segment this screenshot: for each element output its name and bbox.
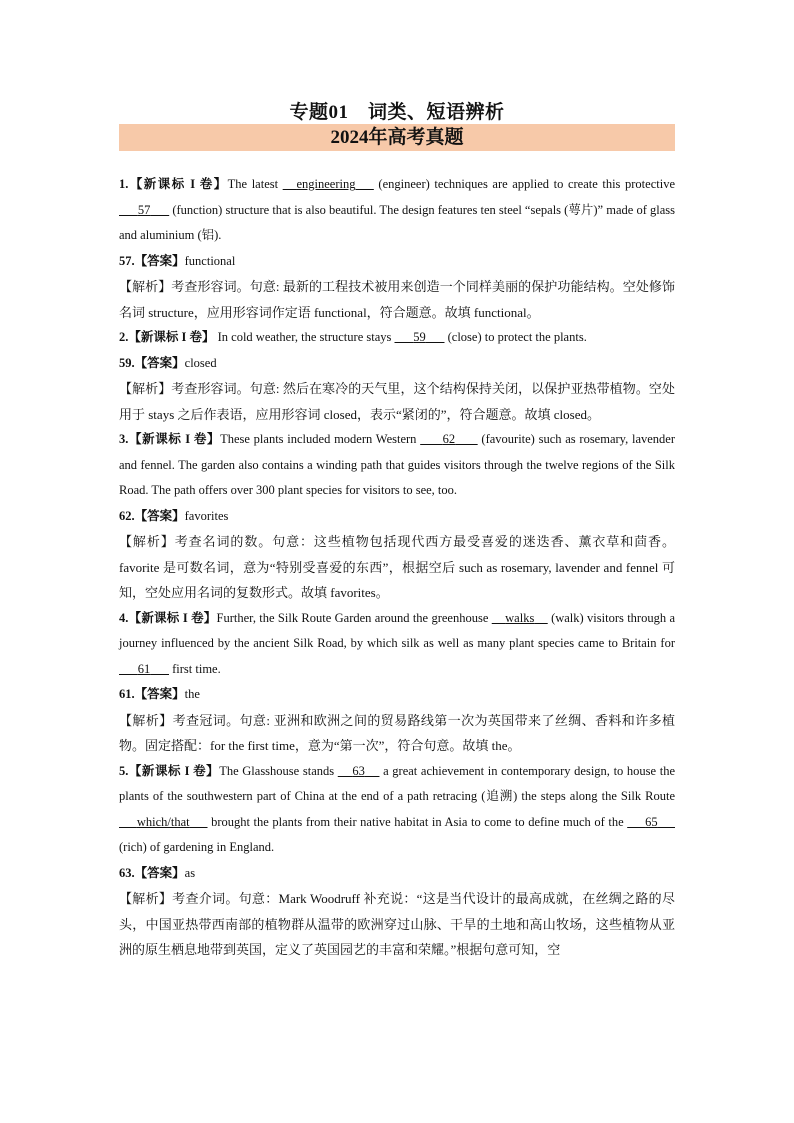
question-tag: 4.【新课标 I 卷】 [119,610,217,625]
answer-line: 61.【答案】the [119,687,200,701]
explanation: 【解析】考查名词的数。句意：这些植物包括现代西方最受喜爱的迷迭香、薰衣草和茴香。favorite 是可数名词，意为“特别受喜爱的东西”，根据空后 such as rosemary, lavender and fennel 可知，空处应用名词的复数形式。故填 favorites。 [119,534,675,600]
explanation: 【解析】考查形容词。句意: 然后在寒冷的天气里，这个结构保持关闭，以保护亚热带植物。空处用于 stays 之后作表语，应用形容词 closed，表示“紧闭的”，符合题意。故填 closed。 [119,381,675,422]
answer-blank: 59 [413,330,426,344]
question-5: 5.【新课标 I 卷】The Glasshouse stands 63 a great achievement in contemporary design, to house the plants of the southwestern part of China at the end of a path retracing (追溯) the steps along the Silk Route which/that brought the plants from their native habitat in Asia to come to define much of the 65 (rich) of gardening in England. [119,763,676,854]
question-tag: 2.【新课标 I 卷】 [119,330,215,344]
question-3: 3.【新课标 I 卷】These plants included modern Western 62 (favourite) such as rosemary, lavender and fennel. The garden also contains a winding path that guides visitors through the twelve regions of the Silk Road. The path offers over 300 plant species for visitors to see, too. [119,432,676,497]
answer-blank: 61 [137,661,151,676]
answer-line: 57.【答案】functional [119,253,236,268]
answer-line: 62.【答案】favorites [119,508,229,523]
question-tag: 5.【新课标 I 卷】 [119,763,220,778]
question-tag: 1.【新课标 I 卷】 [119,177,228,191]
answer-line: 59.【答案】closed [119,355,217,370]
question-2: 2.【新课标 I 卷】 In cold weather, the structure stays 59 (close) to protect the plants. [119,330,587,344]
answer-blank: 65 [645,814,658,829]
page-title: 专题01 词类、短语辨析 [289,102,505,123]
answer-blank: 63 [352,763,365,778]
question-1: 1.【新课标 I 卷】The latest engineering (engineer) techniques are applied to create this protective 57 (function) structure that is also beautiful. The design features ten steel “sepals (萼片)” made of glass and aluminium (铝). [119,177,675,242]
question-4: 4.【新课标 I 卷】Further, the Silk Route Garden around the greenhouse walks (walk) visitors through a journey influenced by the ancient Silk Road, by which silk as well as many plant species came to Britain for 61 first time. [119,610,675,676]
section-banner: 2024年高考真题 [119,124,675,151]
answer-blank: walks [505,610,535,625]
answer-blank: engineering [296,177,356,191]
answer-blank: which/that [136,814,190,829]
explanation: 【解析】考查介词。句意：Mark Woodruff 补充说：“这是当代设计的最高成就，在丝绸之路的尽头，中国亚热带西南部的植物群从温带的欧洲穿过山脉、干旱的土地和高山牧场，这些植物从亚洲的原生栖息地带到英国，定义了英国园艺的丰富和荣耀。”根据句意可知，空 [119,891,675,957]
answer-line: 63.【答案】as [119,865,196,880]
answer-blank: 57 [137,202,151,217]
answer-blank: 62 [442,432,456,446]
question-tag: 3.【新课标 I 卷】 [119,432,221,446]
explanation: 【解析】考查冠词。句意: 亚洲和欧洲之间的贸易路线第一次为英国带来了丝绸、香料和许多植物。固定搭配：for the first time，意为“第一次”，符合句意。故填 the。 [119,712,675,753]
document-body [119,172,675,963]
explanation: 【解析】考查形容词。句意: 最新的工程技术被用来创造一个同样美丽的保护功能结构。空处修饰名词 structure，应用形容词作定语 functional，符合题意。故填 functional。 [119,279,675,320]
